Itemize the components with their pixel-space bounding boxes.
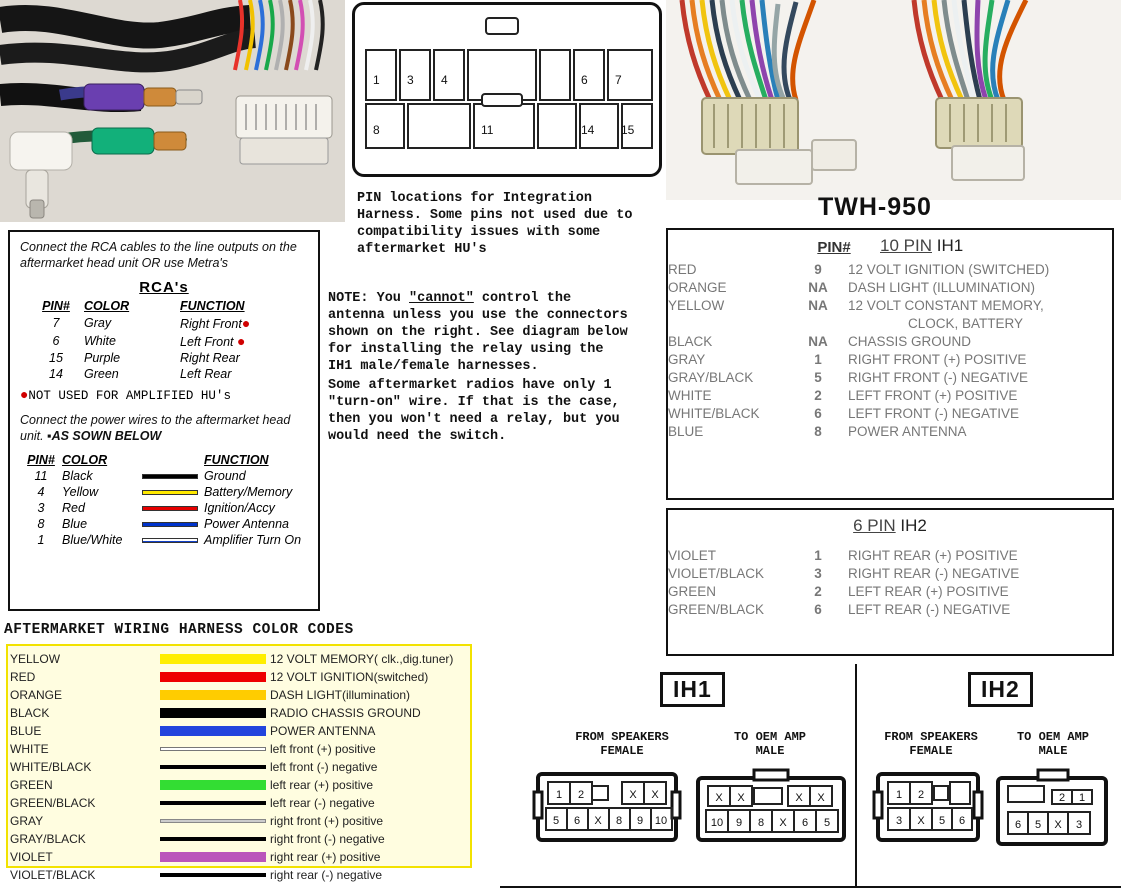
table-row: 8 Blue Power Antenna [37,517,290,531]
rca-header-function: FUNCTION [180,299,245,313]
relay-note [328,290,633,445]
table-row: YELLOW NA 12 VOLT CONSTANT MEMORY, [668,297,1044,313]
table-row: RED 9 12 VOLT IGNITION (SWITCHED) [668,261,1050,277]
ih2-female-label: FROM SPEAKERS FEMALE [884,730,978,758]
svg-text:6: 6 [958,815,966,827]
table-row: 1 Blue/White Amplifier Turn On [37,533,302,547]
svg-text:5: 5 [823,817,831,829]
svg-text:X: X [629,789,637,801]
pin-label-7: 7 [615,73,622,87]
ih1-title: 10 PIN IH1 [880,236,964,255]
table-row: RED 12 VOLT IGNITION(switched) [10,670,429,684]
svg-text:2: 2 [1058,792,1066,804]
ih2-title: 6 PIN IH2 [853,516,927,535]
color-codes-table [8,650,470,884]
ih1-pin-header: PIN# [817,239,851,256]
pin-label-4: 4 [441,73,448,87]
svg-text:5: 5 [938,815,946,827]
table-row: 7 Gray Right Front● [52,315,251,331]
pin-label-15: 15 [621,123,635,137]
table-row: GREEN/BLACK 6 LEFT REAR (-) NEGATIVE [668,601,1011,617]
table-row: BLACK NA CHASSIS GROUND [668,333,972,349]
ih1-tag: IH1 [660,672,725,707]
ih1-male-connector [692,768,850,851]
relay-note-part3: Some aftermarket radios have only 1 "turn-on" wire. If that is the case, then you won't need a relay, but you would need the switch. [328,378,620,444]
table-row: WHITE 2 LEFT FRONT (+) POSITIVE [668,387,1018,403]
table-row: 4 Yellow Battery/Memory [37,485,293,499]
table-row: CLOCK, BATTERY [908,315,1024,331]
table-row: GRAY 1 RIGHT FRONT (+) POSITIVE [668,351,1027,367]
table-row: VIOLET 1 RIGHT REAR (+) POSITIVE [668,547,1018,563]
svg-text:X: X [594,815,602,827]
svg-text:X: X [1054,819,1062,831]
relay-note-part2: control the antenna unless you use the connectors shown on the right. See diagram below for installing the relay using the IH1 male/female harnesses. [328,291,628,374]
ih2-male-label: TO OEM AMP MALE [1016,730,1089,758]
table-row: WHITE left front (+) positive [10,742,376,756]
table-row: YELLOW 12 VOLT MEMORY( clk.,dig.tuner) [10,652,454,666]
table-row: WHITE/BLACK 6 LEFT FRONT (-) NEGATIVE [668,405,1020,421]
svg-text:1: 1 [1078,792,1086,804]
pin-label-11: 11 [481,123,494,137]
ih1-male-label: TO OEM AMP MALE [733,730,806,758]
svg-text:2: 2 [917,789,925,801]
divider-horizontal [500,886,1121,888]
rca-table [28,298,300,382]
ih1-pinout-panel [666,228,1114,500]
svg-text:X: X [817,792,825,804]
table-row: WHITE/BLACK left front (-) negative [10,760,378,774]
table-row: 15 Purple Right Rear [49,351,240,365]
rca-photo-art [0,0,345,222]
ih2-male-connector [992,768,1112,855]
table-row: GRAY right front (+) positive [10,814,384,828]
table-row: BLACK RADIO CHASSIS GROUND [10,706,421,720]
pin-label-1: 1 [373,73,380,87]
pin-label-14: 14 [581,123,595,137]
svg-text:6: 6 [801,817,809,829]
table-row: GRAY/BLACK 5 RIGHT FRONT (-) NEGATIVE [668,369,1029,385]
pin-label-8: 8 [373,123,380,137]
svg-text:9: 9 [636,815,644,827]
twh-950-label: TWH-950 [818,193,932,221]
relay-note-cannot: "cannot" [409,291,474,306]
table-row: 11 Black Ground [34,469,246,483]
svg-text:1: 1 [895,789,903,801]
svg-text:8: 8 [757,817,765,829]
table-row: GREEN left rear (+) positive [10,778,374,792]
table-header-row [28,298,300,314]
svg-text:6: 6 [573,815,581,827]
table-row: BLUE 8 POWER ANTENNA [668,423,967,439]
table-row: ORANGE NA DASH LIGHT (ILLUMINATION) [668,279,1036,295]
table-row: VIOLET/BLACK 3 RIGHT REAR (-) NEGATIVE [668,565,1020,581]
pin-label-6: 6 [581,73,588,87]
svg-text:9: 9 [735,817,743,829]
svg-text:X: X [779,817,787,829]
svg-text:5: 5 [552,815,560,827]
table-header-row: PIN# COLOR FUNCTION [27,453,269,467]
svg-text:3: 3 [1075,819,1083,831]
rca-section-title: RCA's [139,279,189,296]
color-codes-panel [6,644,472,882]
svg-text:5: 5 [1034,819,1042,831]
power-table [20,452,310,548]
svg-text:X: X [795,792,803,804]
ih2-female-connector [872,768,984,851]
rca-footnote: ●NOT USED FOR AMPLIFIED HU's [20,388,231,404]
table-row: 3 Red Ignition/Accy [37,501,275,515]
rca-intro-text: Connect the RCA cables to the line outputs on the aftermarket head unit OR use Metra's [20,240,297,270]
rca-header-color: COLOR [84,299,130,313]
svg-text:X: X [651,789,659,801]
svg-text:1: 1 [555,789,563,801]
table-row: GREEN/BLACK left rear (-) negative [10,796,375,810]
connector-pin-diagram [352,2,662,177]
ih2-pinout-panel [666,508,1114,656]
table-row: 14 Green Left Rear [49,367,232,381]
table-row: VIOLET/BLACK right rear (-) negative [10,868,383,882]
table-row: BLUE POWER ANTENNA [10,724,376,738]
harness-photo-art [666,0,1121,200]
ih1-female-connector [532,768,682,851]
ih1-table [668,260,1112,440]
table-row: 6 White Left Front ● [52,333,246,349]
ih1-female-label: FROM SPEAKERS FEMALE [575,730,669,758]
rca-cable-photo [0,0,345,222]
svg-text:10: 10 [654,815,668,827]
svg-text:2: 2 [577,789,585,801]
svg-text:8: 8 [615,815,623,827]
color-codes-title: AFTERMARKET WIRING HARNESS COLOR CODES [4,622,354,638]
ih2-tag: IH2 [968,672,1033,707]
svg-text:X: X [737,792,745,804]
table-row: VIOLET right rear (+) positive [10,850,381,864]
rca-power-panel [8,230,320,611]
table-row: ORANGE DASH LIGHT(illumination) [10,688,411,702]
svg-text:10: 10 [710,817,724,829]
svg-text:6: 6 [1014,819,1022,831]
divider-vertical [855,664,857,888]
svg-text:X: X [917,815,925,827]
table-row: GRAY/BLACK right front (-) negative [10,832,385,846]
rca-header-pin: PIN# [42,299,70,313]
pin-label-3: 3 [407,73,414,87]
table-row: GREEN 2 LEFT REAR (+) POSITIVE [668,583,1009,599]
wiring-harness-photo [666,0,1121,200]
svg-text:X: X [715,792,723,804]
pin-locations-note: PIN locations for Integration Harness. Some pins not used due to compatibility issues with some aftermarket HU's [357,191,633,257]
relay-note-part1: NOTE: You [328,291,410,306]
svg-text:3: 3 [895,815,903,827]
power-intro-text: Connect the power wires to the aftermarket head unit. ▪AS SOWN BELOW [20,413,291,443]
ih2-table [668,546,1112,618]
